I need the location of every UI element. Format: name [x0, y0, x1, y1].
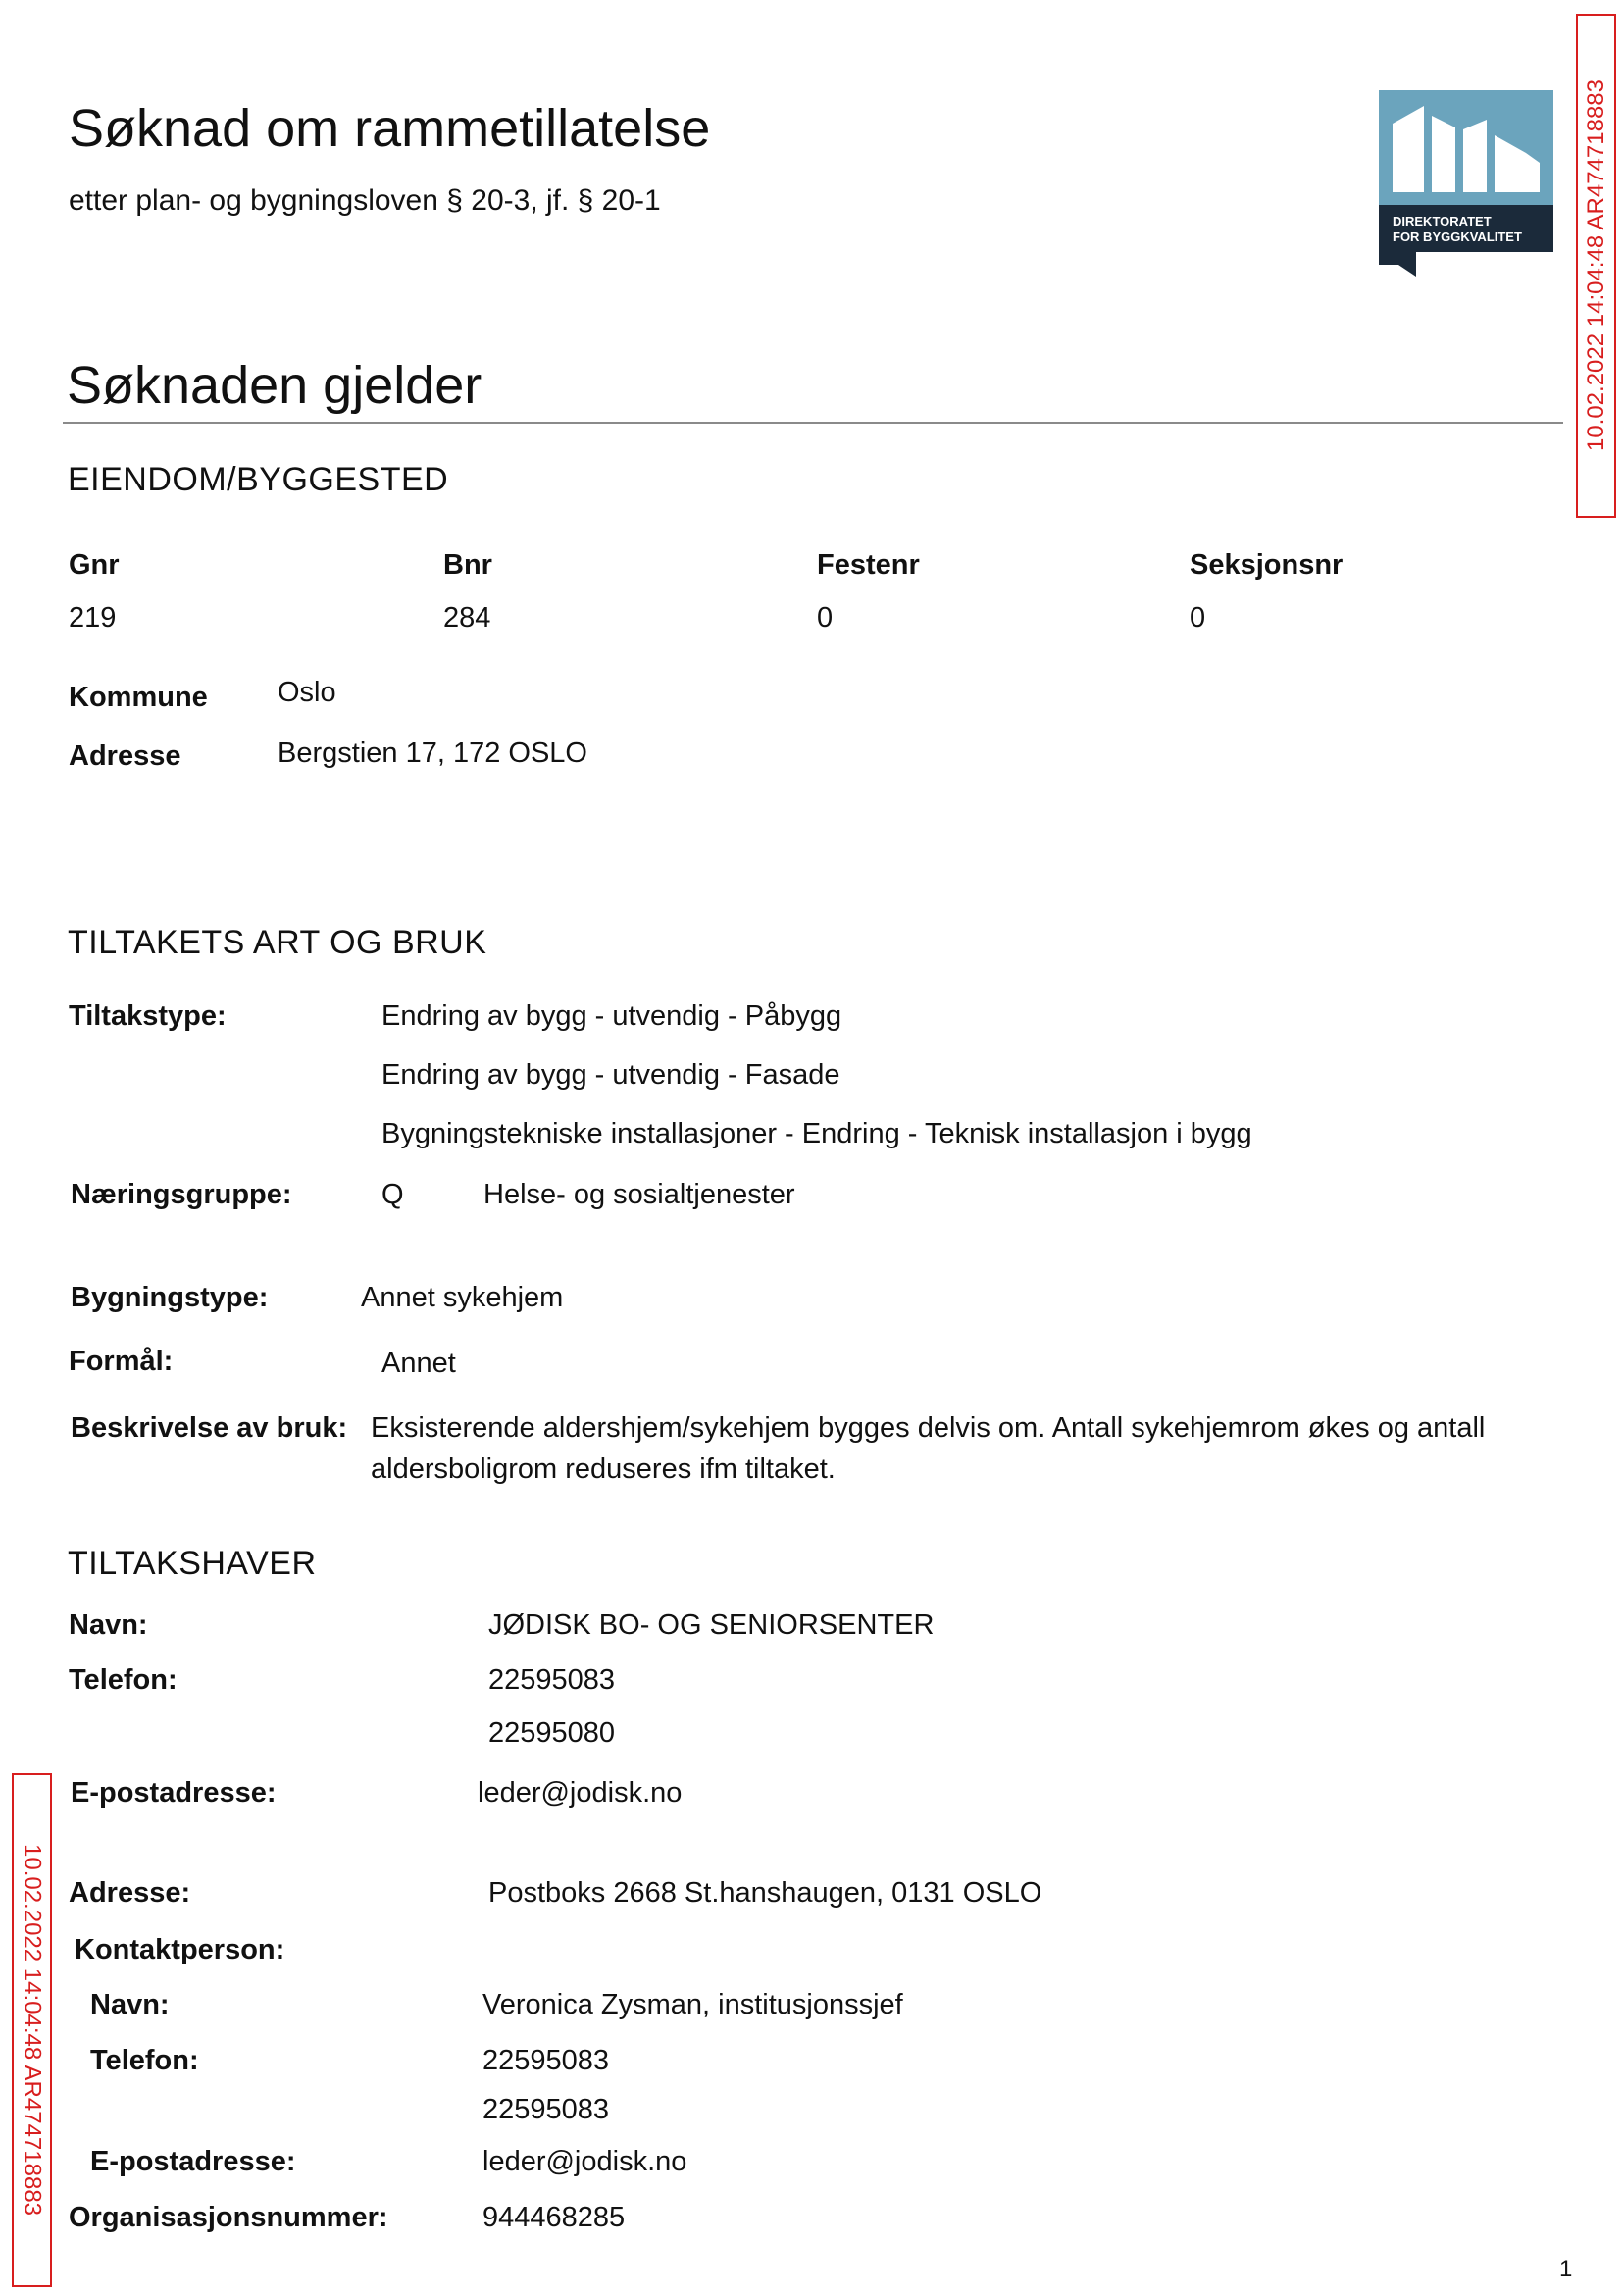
navn-value: JØDISK BO- OG SENIORSENTER	[488, 1609, 935, 1641]
tiltakstype-item: Endring av bygg - utvendig - Påbygg	[381, 1000, 842, 1032]
section-heading-tiltakshaver: TILTAKSHAVER	[68, 1545, 317, 1582]
beskrivelse-line: Eksisterende aldershjem/sykehjem bygges delvis om. Antall sykehjemrom økes og antall	[371, 1412, 1486, 1444]
kontakt-epost-label: E-postadresse:	[90, 2146, 296, 2177]
telefon-value: 22595080	[488, 1717, 616, 1749]
archive-stamp-bottom	[12, 1773, 52, 2287]
archive-stamp-top	[1576, 14, 1616, 518]
kontakt-telefon-value: 22595083	[482, 2045, 610, 2076]
kontaktperson-label: Kontaktperson:	[75, 1934, 285, 1965]
archive-stamp-text: 10.02.2022 14:04:48 AR474718883	[1582, 79, 1609, 452]
kontakt-navn-value: Veronica Zysman, institusjonssjef	[482, 1989, 903, 2020]
beskrivelse-line: aldersboligrom reduseres ifm tiltaket.	[371, 1453, 836, 1485]
document-subtitle: etter plan- og bygningsloven § 20-3, jf. § 20-1	[69, 184, 661, 217]
adresse-value: Bergstien 17, 172 OSLO	[278, 738, 587, 769]
kontakt-telefon-value: 22595083	[482, 2094, 610, 2125]
bygningstype-value: Annet sykehjem	[361, 1282, 564, 1313]
kontakt-epost-value: leder@jodisk.no	[482, 2146, 687, 2177]
kommune-value: Oslo	[278, 677, 336, 708]
seksjonsnr-value: 0	[1190, 602, 1206, 634]
kontakt-telefon-label: Telefon:	[90, 2045, 199, 2076]
formal-value: Annet	[381, 1348, 456, 1379]
section-heading-eiendom: EIENDOM/BYGGESTED	[68, 461, 449, 498]
dibk-logo	[1379, 90, 1553, 277]
logo-graphic	[1379, 90, 1553, 277]
orgnr-value: 944468285	[482, 2202, 626, 2233]
beskrivelse-label: Beskrivelse av bruk:	[71, 1412, 348, 1444]
tiltakstype-item: Bygningstekniske installasjoner - Endring - Teknisk installasjon i bygg	[381, 1118, 1252, 1149]
bnr-value: 284	[443, 602, 491, 634]
naeringsgruppe-label: Næringsgruppe:	[71, 1179, 292, 1210]
epost-label: E-postadresse:	[71, 1777, 277, 1809]
seksjonsnr-label: Seksjonsnr	[1190, 549, 1344, 581]
festenr-value: 0	[817, 602, 834, 634]
document-title: Søknad om rammetillatelse	[69, 99, 711, 158]
tiltakstype-label: Tiltakstype:	[69, 1000, 227, 1032]
festenr-label: Festenr	[817, 549, 920, 581]
telefon-label: Telefon:	[69, 1664, 178, 1696]
kommune-label: Kommune	[69, 682, 208, 713]
naeringsgruppe-value: Helse- og sosialtjenester	[483, 1179, 795, 1210]
navn-label: Navn:	[69, 1609, 148, 1641]
tiltakstype-item: Endring av bygg - utvendig - Fasade	[381, 1059, 840, 1091]
adresse-label: Adresse	[69, 740, 181, 772]
logo-text-line1: DIREKTORATET	[1393, 214, 1492, 229]
epost-value: leder@jodisk.no	[478, 1777, 683, 1809]
bygningstype-label: Bygningstype:	[71, 1282, 269, 1313]
heading-divider	[63, 422, 1563, 424]
tiltakshaver-adresse-label: Adresse:	[69, 1877, 191, 1909]
page-number: 1	[1559, 2256, 1573, 2282]
kontakt-navn-label: Navn:	[90, 1989, 170, 2020]
logo-text-line2: FOR BYGGKVALITET	[1393, 229, 1522, 244]
section-heading-tiltak: TILTAKETS ART OG BRUK	[68, 924, 487, 961]
page-heading: Søknaden gjelder	[67, 356, 482, 415]
archive-stamp-text: 10.02.2022 14:04:48 AR474718883	[19, 1844, 46, 2217]
orgnr-label: Organisasjonsnummer:	[69, 2202, 388, 2233]
telefon-value: 22595083	[488, 1664, 616, 1696]
bnr-label: Bnr	[443, 549, 492, 581]
gnr-value: 219	[69, 602, 117, 634]
formal-label: Formål:	[69, 1346, 174, 1377]
gnr-label: Gnr	[69, 549, 120, 581]
naeringsgruppe-code: Q	[381, 1179, 404, 1210]
tiltakshaver-adresse-value: Postboks 2668 St.hanshaugen, 0131 OSLO	[488, 1877, 1042, 1909]
